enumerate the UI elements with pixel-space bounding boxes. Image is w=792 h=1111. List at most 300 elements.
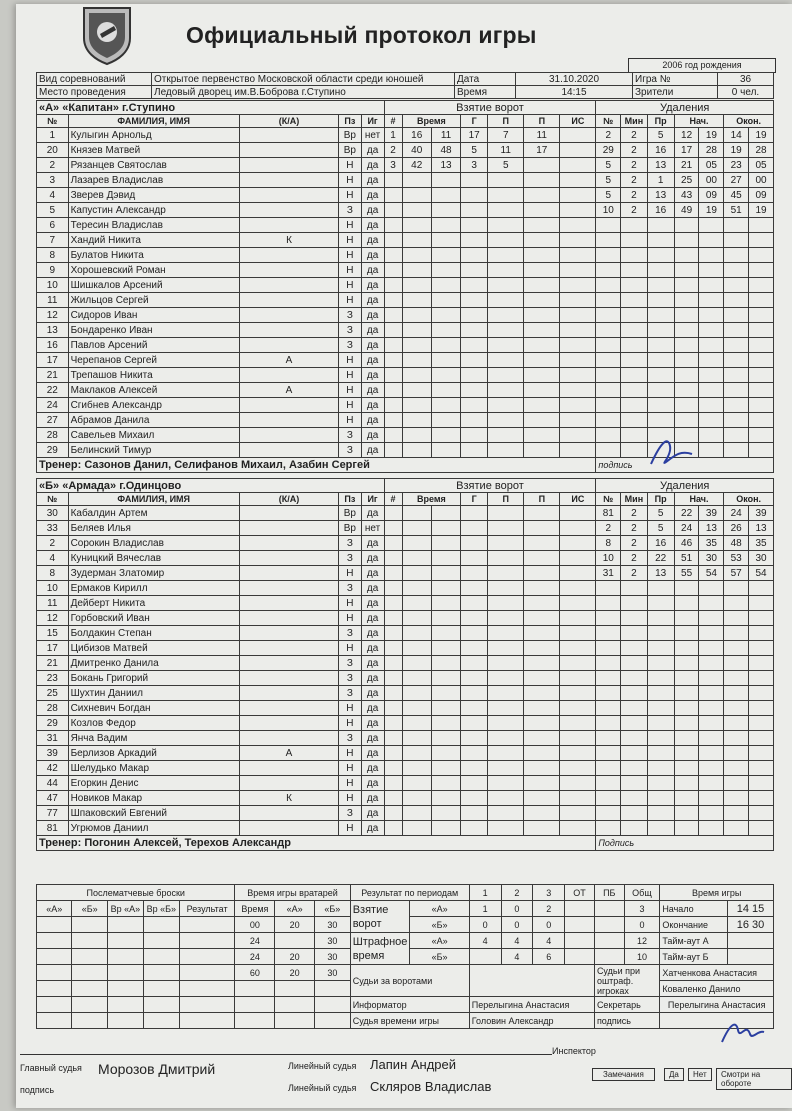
penalty-cell: 14 bbox=[724, 128, 749, 143]
goal-cell bbox=[431, 428, 460, 443]
penalty-cell: 2 bbox=[621, 158, 647, 173]
team-a-player-row bbox=[37, 413, 774, 428]
goal-cell bbox=[431, 218, 460, 233]
team-a-goal-col-num: # bbox=[384, 115, 402, 128]
penalty-cell: 5 bbox=[596, 173, 621, 188]
goal-cell bbox=[431, 188, 460, 203]
goal-cell bbox=[488, 791, 524, 806]
spectators-label: Зрители bbox=[633, 86, 718, 99]
penalty-cell bbox=[596, 581, 621, 596]
penalty-cell bbox=[749, 806, 774, 821]
player-captain-mark bbox=[239, 581, 338, 596]
penalty-cell: 24 bbox=[674, 521, 699, 536]
team-b-goal-col-assist2: П bbox=[524, 493, 560, 506]
pim-b-p3: 6 bbox=[533, 949, 565, 965]
goal-cell bbox=[384, 506, 402, 521]
player-number: 42 bbox=[37, 761, 69, 776]
penalty-cell bbox=[647, 761, 674, 776]
goal-cell bbox=[560, 188, 596, 203]
team-a-player-row bbox=[37, 203, 774, 218]
goal-cell bbox=[560, 641, 596, 656]
penalty-cell bbox=[596, 731, 621, 746]
gk-row-4-a: 20 bbox=[275, 965, 315, 981]
player-played: да bbox=[361, 731, 384, 746]
goal-cell bbox=[431, 308, 460, 323]
team-a-goal-col-assist1: П bbox=[488, 115, 524, 128]
penalty-cell: 31 bbox=[596, 566, 621, 581]
goal-cell bbox=[461, 203, 488, 218]
goal-cell: 5 bbox=[488, 158, 524, 173]
player-name: Кабалдин Артем bbox=[68, 506, 239, 521]
goal-cell bbox=[560, 248, 596, 263]
player-position: З bbox=[339, 671, 362, 686]
player-number: 5 bbox=[37, 203, 69, 218]
player-position: Н bbox=[339, 566, 362, 581]
penalty-cell bbox=[674, 263, 699, 278]
goal-cell bbox=[461, 428, 488, 443]
player-name: Сорокин Владислав bbox=[68, 536, 239, 551]
goal-cell bbox=[431, 731, 460, 746]
team-a-player-row bbox=[37, 353, 774, 368]
player-position: Н bbox=[339, 821, 362, 836]
player-captain-mark bbox=[239, 686, 338, 701]
penalty-cell: 8 bbox=[596, 536, 621, 551]
penalty-cell bbox=[674, 746, 699, 761]
player-name: Бондаренко Иван bbox=[68, 323, 239, 338]
goal-cell bbox=[384, 293, 402, 308]
player-name: Князев Матвей bbox=[68, 143, 239, 158]
penalty-cell bbox=[596, 263, 621, 278]
team-a-player-row bbox=[37, 338, 774, 353]
goal-cell bbox=[402, 521, 431, 536]
penalty-cell bbox=[699, 701, 724, 716]
penalty-cell bbox=[596, 746, 621, 761]
game-number-value: 36 bbox=[718, 73, 774, 86]
gk-row-1-min: 00 bbox=[235, 917, 275, 933]
team-a-player-row bbox=[37, 398, 774, 413]
goal-cell bbox=[402, 368, 431, 383]
goal-cell bbox=[560, 278, 596, 293]
team-a-section bbox=[36, 100, 774, 473]
penalty-cell bbox=[674, 581, 699, 596]
goal-cell bbox=[431, 413, 460, 428]
penalty-cell: 43 bbox=[674, 188, 699, 203]
goal-cell bbox=[488, 611, 524, 626]
shootout-header: ПБ bbox=[594, 885, 624, 901]
player-position: З bbox=[339, 806, 362, 821]
penalty-cell bbox=[699, 233, 724, 248]
player-number: 4 bbox=[37, 188, 69, 203]
player-played: да bbox=[361, 791, 384, 806]
penalty-cell bbox=[621, 806, 647, 821]
penalty-cell bbox=[749, 611, 774, 626]
player-played: нет bbox=[361, 128, 384, 143]
penalty-cell bbox=[749, 218, 774, 233]
goal-cell bbox=[560, 203, 596, 218]
hockey-club-emblem-icon bbox=[80, 4, 134, 66]
player-name: Капустин Александр bbox=[68, 203, 239, 218]
team-b-player-row bbox=[37, 746, 774, 761]
penalty-cell bbox=[724, 233, 749, 248]
goal-cell: 3 bbox=[461, 158, 488, 173]
penalty-cell bbox=[621, 308, 647, 323]
goal-cell bbox=[488, 413, 524, 428]
player-played: да bbox=[361, 203, 384, 218]
penalty-cell bbox=[724, 353, 749, 368]
penalty-cell bbox=[674, 338, 699, 353]
team-b-goal-col-assist1: П bbox=[488, 493, 524, 506]
team-b-player-row bbox=[37, 656, 774, 671]
goal-cell bbox=[461, 716, 488, 731]
player-played: да bbox=[361, 263, 384, 278]
goal-cell bbox=[384, 338, 402, 353]
player-played: да bbox=[361, 428, 384, 443]
linesman-1-value: Лапин Андрей bbox=[370, 1057, 457, 1072]
goal-cell bbox=[524, 263, 560, 278]
penalty-cell bbox=[699, 746, 724, 761]
penalty-cell bbox=[674, 353, 699, 368]
goal-cell bbox=[524, 506, 560, 521]
penalty-cell: 2 bbox=[621, 173, 647, 188]
goal-cell bbox=[431, 596, 460, 611]
goal-cell bbox=[431, 566, 460, 581]
team-a-col-no: № bbox=[37, 115, 69, 128]
player-number: 2 bbox=[37, 536, 69, 551]
team-b-player-row bbox=[37, 701, 774, 716]
penalty-cell bbox=[596, 248, 621, 263]
birth-year-box: 2006 год рождения bbox=[628, 58, 776, 73]
penalty-cell bbox=[724, 428, 749, 443]
penalty-cell bbox=[749, 233, 774, 248]
player-captain-mark bbox=[239, 521, 338, 536]
goal-cell bbox=[461, 218, 488, 233]
goal-cell bbox=[431, 701, 460, 716]
penalty-cell bbox=[724, 821, 749, 836]
goal-cell bbox=[384, 566, 402, 581]
goal-cell bbox=[431, 506, 460, 521]
penalty-cell bbox=[596, 308, 621, 323]
player-number: 29 bbox=[37, 716, 69, 731]
team-a-team-title: «А» «Капитан» г.Ступино bbox=[37, 101, 385, 115]
goal-cell bbox=[524, 686, 560, 701]
goal-cell bbox=[384, 791, 402, 806]
goals-b-ot bbox=[565, 917, 595, 933]
player-played: да bbox=[361, 158, 384, 173]
penalty-cell bbox=[749, 368, 774, 383]
goal-cell bbox=[560, 626, 596, 641]
penalty-cell bbox=[596, 626, 621, 641]
pim-a-p3: 4 bbox=[533, 933, 565, 949]
player-number: 39 bbox=[37, 746, 69, 761]
team-b-pen-col-start: Нач. bbox=[674, 493, 724, 506]
time-label: Время bbox=[455, 86, 516, 99]
goal-cell bbox=[402, 611, 431, 626]
goal-cell bbox=[461, 233, 488, 248]
player-captain-mark bbox=[239, 776, 338, 791]
goal-cell bbox=[431, 656, 460, 671]
player-name: Новиков Макар bbox=[68, 791, 239, 806]
player-position: З bbox=[339, 581, 362, 596]
goal-cell bbox=[488, 731, 524, 746]
player-played: да bbox=[361, 383, 384, 398]
penalty-cell: 16 bbox=[647, 203, 674, 218]
team-b-player-row bbox=[37, 686, 774, 701]
goal-cell bbox=[431, 626, 460, 641]
penalty-cell bbox=[699, 218, 724, 233]
penalty-cell bbox=[749, 716, 774, 731]
goal-cell bbox=[384, 218, 402, 233]
penalty-cell bbox=[647, 686, 674, 701]
player-captain-mark bbox=[239, 806, 338, 821]
team-a-col-pz: Пз bbox=[339, 115, 362, 128]
penalty-cell: 55 bbox=[674, 566, 699, 581]
goal-cell bbox=[431, 173, 460, 188]
goal-cell bbox=[461, 413, 488, 428]
player-number: 17 bbox=[37, 353, 69, 368]
team-a-player-row bbox=[37, 383, 774, 398]
goal-cell bbox=[524, 716, 560, 731]
date-value: 31.10.2020 bbox=[516, 73, 633, 86]
goal-cell: 11 bbox=[431, 128, 460, 143]
penalty-cell bbox=[674, 761, 699, 776]
goal-cell bbox=[431, 278, 460, 293]
player-played: да bbox=[361, 806, 384, 821]
player-captain-mark bbox=[239, 506, 338, 521]
player-name: Берлизов Аркадий bbox=[68, 746, 239, 761]
penalty-cell bbox=[699, 656, 724, 671]
player-position: Н bbox=[339, 233, 362, 248]
penalty-cell bbox=[699, 641, 724, 656]
penalty-cell bbox=[749, 428, 774, 443]
team-b-player-row bbox=[37, 791, 774, 806]
pim-a-label: «А» bbox=[410, 933, 469, 949]
penalty-cell bbox=[724, 716, 749, 731]
team-b-player-row bbox=[37, 551, 774, 566]
player-number: 3 bbox=[37, 173, 69, 188]
penalty-cell bbox=[674, 776, 699, 791]
goal-cell bbox=[402, 353, 431, 368]
penalty-cell bbox=[724, 413, 749, 428]
team-b-player-row bbox=[37, 521, 774, 536]
pim-a-so bbox=[594, 933, 624, 949]
penalty-cell bbox=[724, 443, 749, 458]
player-name: Дейберт Никита bbox=[68, 596, 239, 611]
goals-a-total: 3 bbox=[624, 901, 660, 917]
player-captain-mark: К bbox=[239, 791, 338, 806]
game-info-table bbox=[36, 72, 774, 99]
team-b-goals-title: Взятие ворот bbox=[384, 479, 596, 493]
team-b-player-row bbox=[37, 536, 774, 551]
goal-cell bbox=[524, 551, 560, 566]
goal-cell bbox=[402, 323, 431, 338]
remarks-label: Замечания bbox=[592, 1068, 655, 1081]
player-played: да bbox=[361, 173, 384, 188]
player-position: Н bbox=[339, 188, 362, 203]
secretary-value: Перелыгина Анастасия bbox=[660, 997, 774, 1013]
penalty-cell: 54 bbox=[749, 566, 774, 581]
goal-cell bbox=[461, 611, 488, 626]
penalty-cell bbox=[749, 776, 774, 791]
goal-cell bbox=[402, 203, 431, 218]
team-a-player-row bbox=[37, 248, 774, 263]
goal-cell bbox=[461, 596, 488, 611]
goal-cell bbox=[384, 413, 402, 428]
penalty-cell bbox=[596, 791, 621, 806]
penalty-cell bbox=[699, 791, 724, 806]
goal-cell bbox=[524, 626, 560, 641]
goal-cell bbox=[560, 263, 596, 278]
player-number: 29 bbox=[37, 443, 69, 458]
penalty-cell bbox=[724, 731, 749, 746]
goal-cell bbox=[524, 641, 560, 656]
penalty-judge-2: Коваленко Данило bbox=[660, 981, 774, 997]
penalty-cell: 13 bbox=[647, 188, 674, 203]
goal-cell: 7 bbox=[488, 128, 524, 143]
goal-cell bbox=[384, 443, 402, 458]
pim-b-ot bbox=[565, 949, 595, 965]
gk-row-3-min: 24 bbox=[235, 949, 275, 965]
goal-cell bbox=[461, 173, 488, 188]
team-a-goal-col-assist2: П bbox=[524, 115, 560, 128]
penalty-cell: 19 bbox=[699, 128, 724, 143]
goal-cell bbox=[524, 338, 560, 353]
player-position: Н bbox=[339, 218, 362, 233]
penalty-cell bbox=[596, 323, 621, 338]
player-captain-mark bbox=[239, 368, 338, 383]
penalty-cell bbox=[699, 353, 724, 368]
goal-cell bbox=[524, 671, 560, 686]
player-played: да bbox=[361, 641, 384, 656]
team-b-player-row bbox=[37, 716, 774, 731]
penalty-cell: 2 bbox=[621, 188, 647, 203]
team-a-col-ig: Иг bbox=[361, 115, 384, 128]
goal-cell bbox=[524, 413, 560, 428]
player-captain-mark bbox=[239, 731, 338, 746]
goals-b-label: «Б» bbox=[410, 917, 469, 933]
goal-cell bbox=[461, 353, 488, 368]
game-number-label: Игра № bbox=[633, 73, 718, 86]
linesman-2-label: Линейный судья bbox=[288, 1083, 357, 1093]
game-time-title: Время игры bbox=[660, 885, 774, 901]
goal-cell: 5 bbox=[461, 143, 488, 158]
penalty-cell bbox=[647, 821, 674, 836]
penalty-cell bbox=[647, 656, 674, 671]
penalty-cell bbox=[699, 368, 724, 383]
goal-cell bbox=[402, 806, 431, 821]
player-played: да bbox=[361, 776, 384, 791]
player-position: Н bbox=[339, 776, 362, 791]
goal-cell bbox=[384, 263, 402, 278]
goal-cell bbox=[461, 581, 488, 596]
end-value: 16 30 bbox=[728, 917, 774, 933]
player-name: Бокань Григорий bbox=[68, 671, 239, 686]
goal-cell bbox=[560, 413, 596, 428]
player-captain-mark bbox=[239, 263, 338, 278]
penalty-cell: 51 bbox=[724, 203, 749, 218]
player-number: 23 bbox=[37, 671, 69, 686]
penalty-cell bbox=[724, 701, 749, 716]
goal-cell bbox=[560, 143, 596, 158]
goals-b-total: 0 bbox=[624, 917, 660, 933]
penalty-cell: 09 bbox=[749, 188, 774, 203]
penalty-cell bbox=[596, 821, 621, 836]
penalty-cell bbox=[749, 308, 774, 323]
pim-b-p1 bbox=[469, 949, 501, 965]
player-position: Вр bbox=[339, 143, 362, 158]
penalty-cell bbox=[699, 776, 724, 791]
team-b-col-pz: Пз bbox=[339, 493, 362, 506]
goal-cell bbox=[402, 716, 431, 731]
player-number: 9 bbox=[37, 263, 69, 278]
player-captain-mark bbox=[239, 551, 338, 566]
goal-cell bbox=[402, 656, 431, 671]
goal-cell bbox=[431, 368, 460, 383]
signature-secretary-icon bbox=[716, 1012, 766, 1052]
goal-cell bbox=[402, 506, 431, 521]
penalty-cell bbox=[724, 671, 749, 686]
goal-cell bbox=[402, 278, 431, 293]
goal-cell bbox=[431, 806, 460, 821]
goal-cell bbox=[431, 248, 460, 263]
penalty-cell bbox=[699, 731, 724, 746]
penalty-cell bbox=[724, 278, 749, 293]
penalty-cell bbox=[674, 611, 699, 626]
penalty-cell: 54 bbox=[699, 566, 724, 581]
penalty-cell bbox=[647, 791, 674, 806]
goal-cell bbox=[461, 368, 488, 383]
player-position: Н bbox=[339, 248, 362, 263]
penalty-cell: 45 bbox=[724, 188, 749, 203]
penalty-cell bbox=[724, 596, 749, 611]
goals-b-p1: 0 bbox=[469, 917, 501, 933]
goal-cell bbox=[560, 686, 596, 701]
penalty-cell bbox=[749, 821, 774, 836]
penalty-cell bbox=[621, 218, 647, 233]
penalty-cell bbox=[699, 626, 724, 641]
penalty-cell bbox=[647, 581, 674, 596]
goal-cell bbox=[560, 806, 596, 821]
player-position: Н bbox=[339, 791, 362, 806]
goal-cell bbox=[384, 428, 402, 443]
player-captain-mark bbox=[239, 671, 338, 686]
player-name: Егоркин Денис bbox=[68, 776, 239, 791]
goal-cell bbox=[461, 551, 488, 566]
penalty-cell bbox=[596, 293, 621, 308]
team-b-player-row bbox=[37, 671, 774, 686]
penalty-cell bbox=[699, 323, 724, 338]
penalty-cell: 53 bbox=[724, 551, 749, 566]
player-captain-mark bbox=[239, 641, 338, 656]
penalty-cell: 13 bbox=[749, 521, 774, 536]
informer-label: Информатор bbox=[350, 997, 469, 1013]
player-played: да bbox=[361, 626, 384, 641]
penalty-cell bbox=[699, 413, 724, 428]
goal-cell bbox=[488, 701, 524, 716]
penalty-judges-label: Судьи при оштраф. игроках bbox=[594, 965, 659, 997]
player-played: да bbox=[361, 671, 384, 686]
player-name: Козлов Федор bbox=[68, 716, 239, 731]
goal-cell bbox=[402, 383, 431, 398]
penalty-cell bbox=[699, 338, 724, 353]
penalty-cell bbox=[596, 428, 621, 443]
goal-cell bbox=[488, 218, 524, 233]
penalty-cell: 13 bbox=[647, 158, 674, 173]
goal-cell bbox=[384, 383, 402, 398]
penalty-cell bbox=[647, 248, 674, 263]
goal-cell bbox=[524, 248, 560, 263]
penalty-cell: 19 bbox=[724, 143, 749, 158]
shootout-col-b: «Б» bbox=[72, 901, 107, 917]
